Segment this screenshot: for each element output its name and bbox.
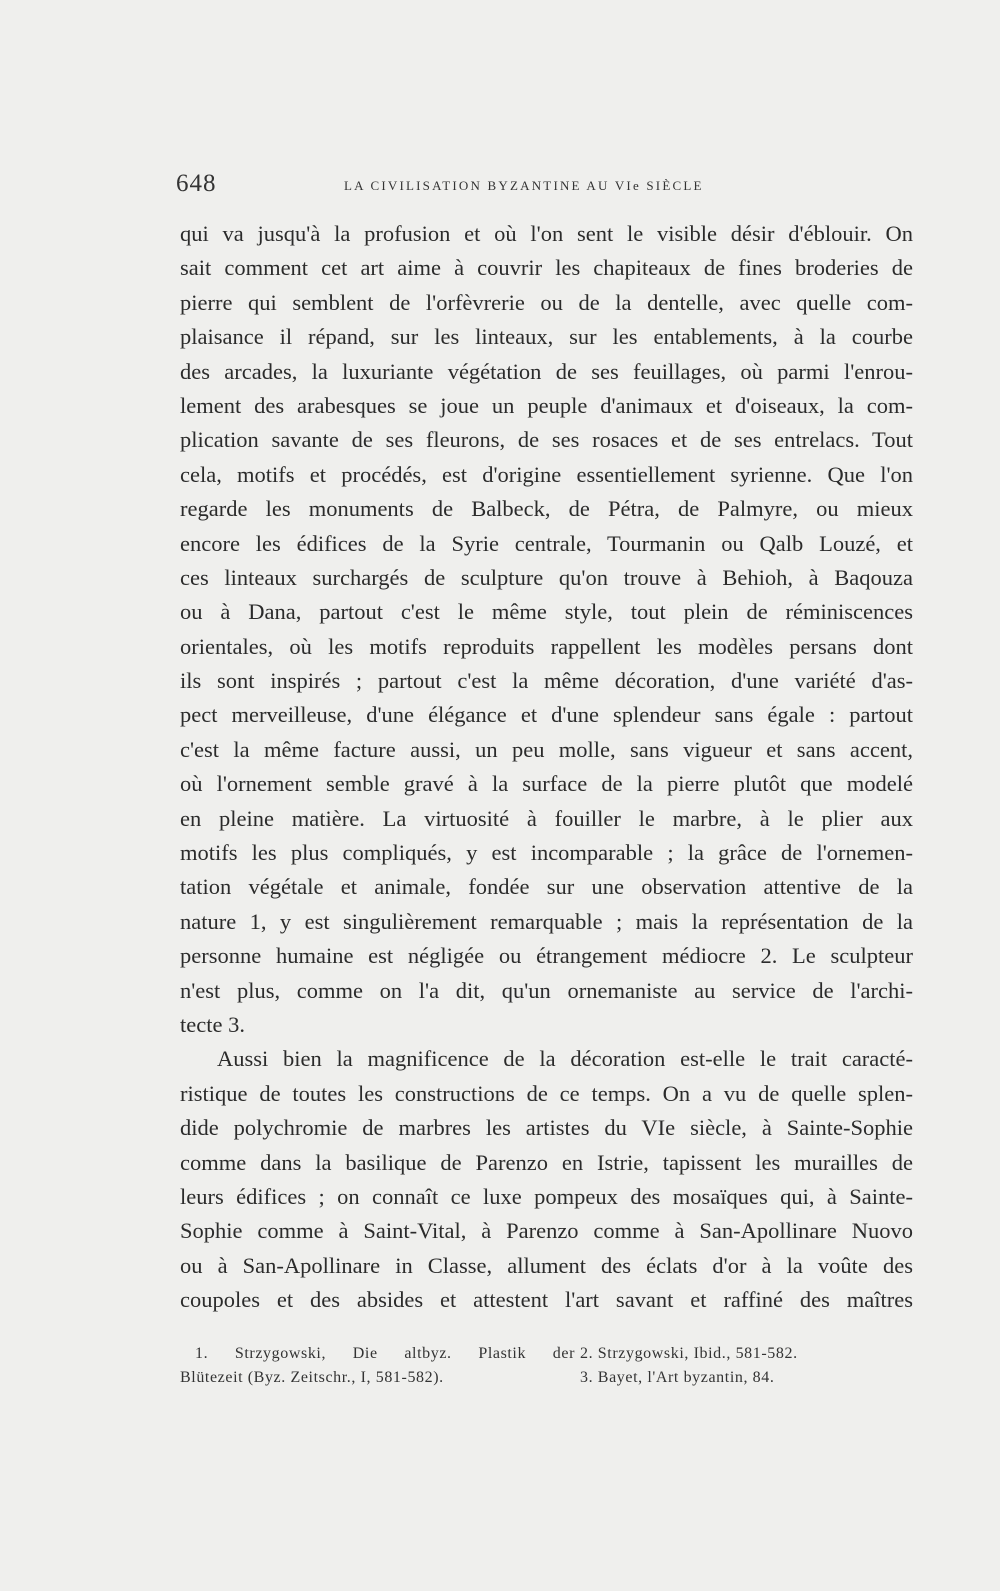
text-line: Sophie comme à Saint-Vital, à Parenzo comme à San-Apollinare Nuovo — [180, 1218, 913, 1244]
text-line: leurs édifices ; on connaît ce luxe pompeux des mosaïques qui, à Sainte- — [180, 1183, 913, 1209]
text-line: regarde les monuments de Balbeck, de Pétra, de Palmyre, ou mieux — [180, 496, 913, 522]
body-text — [180, 217, 913, 1318]
text-line: encore les édifices de la Syrie centrale, Tourmanin ou Qalb Louzé, et — [180, 530, 913, 556]
footnote-2: 2. Strzygowski, Ibid., 581-582. — [580, 1345, 798, 1362]
footnotes-right-column — [580, 1342, 920, 1390]
text-line: plaisance il répand, sur les linteaux, sur les entablements, à la courbe — [180, 324, 913, 350]
footnote-3: 3. Bayet, l'Art byzantin, 84. — [580, 1369, 775, 1386]
text-line: des arcades, la luxuriante végétation de ses feuillages, où parmi l'enrou- — [180, 358, 913, 384]
text-line: coupoles et des absides et attestent l'art savant et raffiné des maîtres — [180, 1287, 913, 1313]
text-line: sait comment cet art aime à couvrir les chapiteaux de fines broderies de — [180, 255, 913, 281]
running-title: LA CIVILISATION BYZANTINE AU VIe SIÈCLE — [344, 178, 704, 193]
text-line: pierre qui semblent de l'orfèvrerie ou de la dentelle, avec quelle com- — [180, 289, 913, 315]
text-line: n'est plus, comme on l'a dit, qu'un ornemaniste au service de l'archi- — [180, 977, 913, 1003]
text-line: comme dans la basilique de Parenzo en Istrie, tapissent les murailles de — [180, 1149, 913, 1175]
text-line: tecte 3. — [180, 1011, 245, 1037]
text-line: orientales, où les motifs reproduits rappellent les modèles persans dont — [180, 633, 913, 659]
text-line: cela, motifs et procédés, est d'origine essentiellement syrienne. Que l'on — [180, 461, 913, 487]
footnotes-left-column — [180, 1342, 575, 1390]
text-line: dide polychromie de marbres les artistes du VIe siècle, à Sainte-Sophie — [180, 1115, 913, 1141]
text-line: ils sont inspirés ; partout c'est la même décoration, d'une variété d'as- — [180, 668, 913, 694]
text-line: lement des arabesques se joue un peuple d'animaux et d'oiseaux, la com- — [180, 392, 913, 418]
text-line: nature 1, y est singulièrement remarquable ; mais la représentation de la — [180, 908, 913, 934]
text-line: tation végétale et animale, fondée sur une observation attentive de la — [180, 874, 913, 900]
text-line: pect merveilleuse, d'une élégance et d'une splendeur sans égale : partout — [180, 702, 913, 728]
text-line: ou à San-Apollinare in Classe, allument des éclats d'or à la voûte des — [180, 1252, 913, 1278]
text-line: c'est la même facture aussi, un peu molle, sans vigueur et sans accent, — [180, 736, 913, 762]
page-header — [176, 170, 906, 210]
text-line: motifs les plus compliqués, y est incomparable ; la grâce de l'ornemen- — [180, 840, 913, 866]
text-line: en pleine matière. La virtuosité à fouiller le marbre, à le plier aux — [180, 805, 913, 831]
text-line: plication savante de ses fleurons, de ses rosaces et de ses entrelacs. Tout — [180, 427, 913, 453]
footnote-1-continued: Blütezeit (Byz. Zeitschr., I, 581-582). — [180, 1369, 444, 1386]
page-number: 648 — [176, 170, 217, 197]
text-line: ou à Dana, partout c'est le même style, tout plein de réminiscences — [180, 599, 913, 625]
footnote-1: 1. Strzygowski, Die altbyz. Plastik der — [195, 1345, 575, 1362]
text-line: qui va jusqu'à la profusion et où l'on sent le visible désir d'éblouir. On — [180, 221, 913, 246]
text-line: ces linteaux surchargés de sculpture qu'on trouve à Behioh, à Baqouza — [180, 564, 913, 590]
text-line: personne humaine est négligée ou étrangement médiocre 2. Le sculpteur — [180, 943, 913, 969]
text-line: Aussi bien la magnificence de la décoration est-elle le trait caracté- — [217, 1046, 913, 1072]
text-line: où l'ornement semble gravé à la surface de la pierre plutôt que modelé — [180, 771, 913, 797]
text-line: ristique de toutes les constructions de ce temps. On a vu de quelle splen- — [180, 1080, 913, 1106]
